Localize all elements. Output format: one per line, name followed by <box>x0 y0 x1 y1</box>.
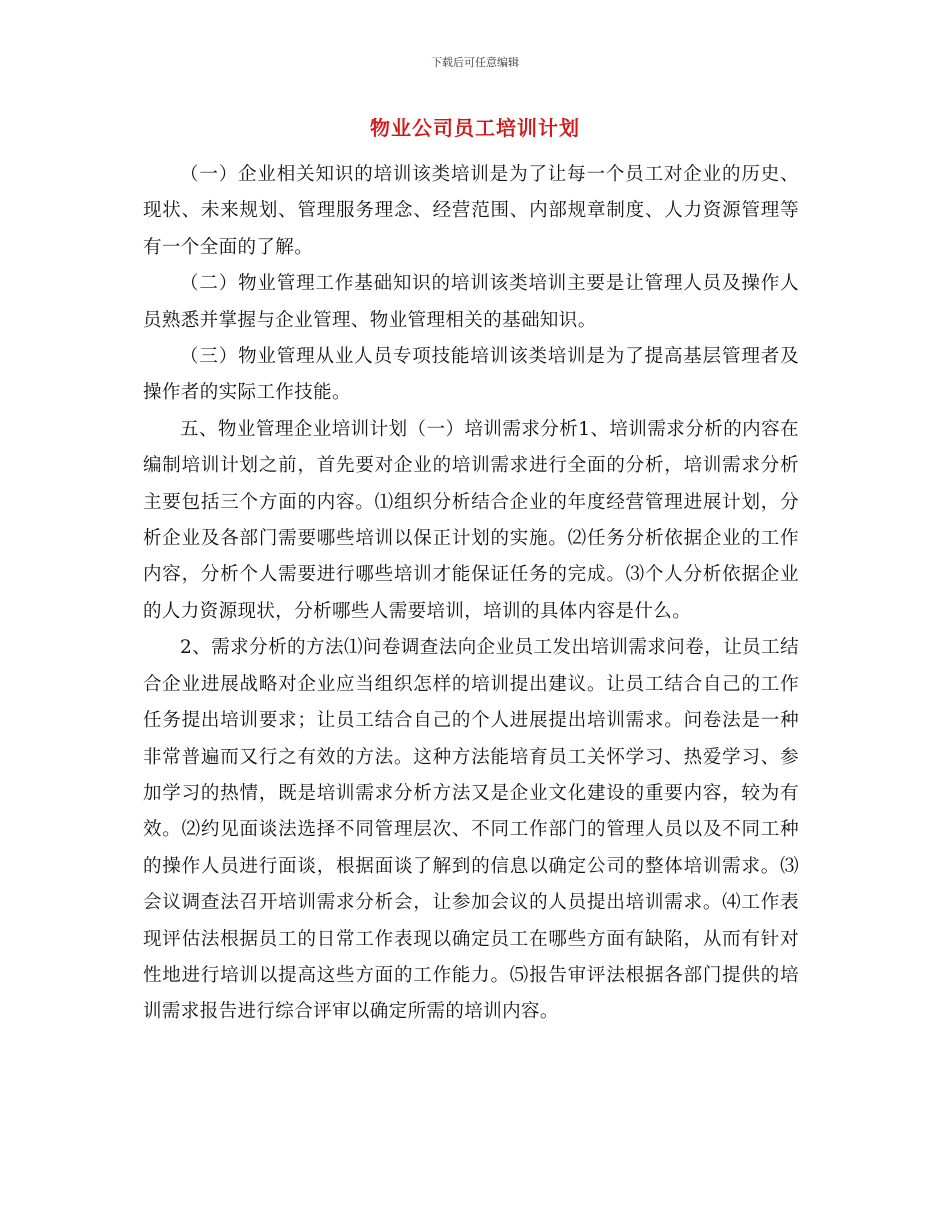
header-note: 下载后可任意编辑 <box>431 56 519 69</box>
document-title: 物业公司员工培训计划 <box>370 116 580 140</box>
paragraph: （二）物业管理工作基础知识的培训该类培训主要是让管理人员及操作人员熟悉并掌握与企业管理、物业管理相关的基础知识。 <box>143 273 799 331</box>
paragraph: （三）物业管理从业人员专项技能培训该类培训是为了提高基层管理者及操作者的实际工作技能。 <box>143 346 799 404</box>
paragraph: 2、需求分析的方法⑴问卷调查法向企业员工发出培训需求问卷，让员工结合企业进展战略对企业应当组织怎样的培训提出建议。让员工结合自己的工作任务提出培训要求；让员工结合自己的个人进展提出培训需求。问卷法是一种非常普遍而又行之有效的方法。这种方法能培育员工关怀学习、热爱学习、参加学习的热情，既是培训需求分析方法又是企业文化建设的重要内容，较为有效。⑵约见面谈法选择不同管理层次、不同工作部门的管理人员以及不同工种的操作人员进行面谈，根据面谈了解到的信息以确定公司的整体培训需求。⑶会议调查法召开培训需求分析会，让参加会议的人员提出培训需求。⑷工作表现评估法根据员工的日常工作表现以确定员工在哪些方面有缺陷，从而有针对性地进行培训以提高这些方面的工作能力。⑸报告审评法根据各部门提供的培训需求报告进行综合评审以确定所需的培训内容。 <box>143 637 799 1023</box>
document-body <box>143 157 799 1031</box>
paragraph: （一）企业相关知识的培训该类培训是为了让每一个员工对企业的历史、现状、未来规划、管理服务理念、经营范围、内部规章制度、人力资源管理等有一个全面的了解。 <box>143 164 799 258</box>
paragraph: 五、物业管理企业培训计划（一）培训需求分析1、培训需求分析的内容在编制培训计划之前，首先要对企业的培训需求进行全面的分析，培训需求分析主要包括三个方面的内容。⑴组织分析结合企业的年度经营管理进展计划，分析企业及各部门需要哪些培训以保正计划的实施。⑵任务分析依据企业的工作内容，分析个人需要进行哪些培训才能保证任务的完成。⑶个人分析依据企业的人力资源现状，分析哪些人需要培训，培训的具体内容是什么。 <box>143 418 799 622</box>
